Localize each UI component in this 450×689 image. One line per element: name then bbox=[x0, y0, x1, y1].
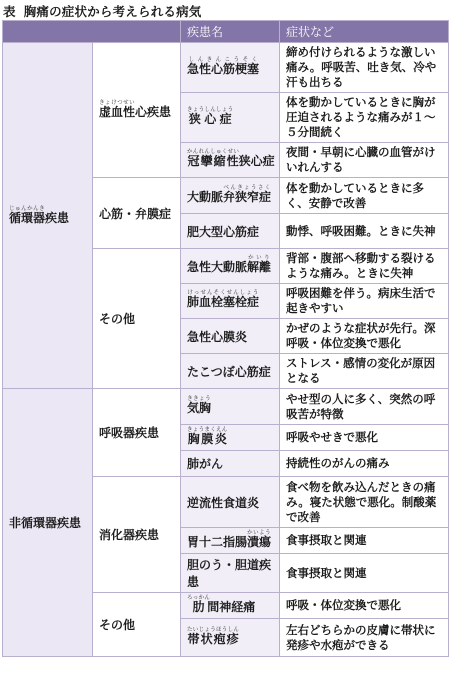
caption-label: 表 bbox=[3, 4, 16, 19]
disease-name-ruby bbox=[247, 255, 272, 274]
disease-name-cell bbox=[181, 554, 280, 593]
disease-name-ruby bbox=[187, 426, 228, 446]
symptom-cell: 夜間・早朝に心臓の血管がけいれんする bbox=[280, 143, 449, 178]
disease-name-suffix: 間神経痛 bbox=[207, 599, 256, 614]
disease-name-prefix: 急性大動脈 bbox=[187, 260, 248, 274]
disease-name-cell bbox=[181, 93, 280, 143]
disease-name-ruby-base: 弁狭窄症 bbox=[223, 189, 272, 204]
disease-name-ruby-base: 胸膜炎 bbox=[187, 431, 228, 446]
subcategory-cell bbox=[93, 43, 181, 178]
disease-name-cell bbox=[181, 214, 280, 249]
disease-name-ruby-reading: きょうしんしょう bbox=[187, 106, 234, 113]
chest-pain-disease-table bbox=[2, 20, 449, 657]
disease-name-prefix: 大動脈 bbox=[187, 189, 224, 204]
table-row bbox=[3, 43, 449, 93]
subcategory-cell bbox=[93, 389, 181, 477]
subcategory-label: 心疾患 bbox=[135, 105, 172, 119]
caption-text: 胸痛の症状から考えられる病気 bbox=[23, 4, 202, 19]
symptom-cell: かぜのような症状が先行。深呼吸・体位変換で悪化 bbox=[280, 319, 449, 354]
disease-name-ruby-reading: かんれんしゅくせい bbox=[187, 149, 240, 155]
disease-name-cell bbox=[181, 425, 280, 451]
disease-name-ruby-reading: かいよう bbox=[247, 529, 272, 536]
subcategory-ruby-reading: きょけつせい bbox=[99, 100, 136, 106]
symptom-cell: 食事摂取と関連 bbox=[280, 554, 449, 593]
disease-name-suffix: 胆のう・胆道疾患 bbox=[187, 558, 272, 589]
disease-name-prefix: 胃十二指腸 bbox=[187, 534, 248, 549]
symptom-cell: 呼吸やせきで悪化 bbox=[280, 425, 449, 451]
symptom-cell: 食事摂取と関連 bbox=[280, 528, 449, 554]
category-cell bbox=[3, 389, 93, 657]
disease-name-cell bbox=[181, 178, 280, 214]
disease-name-ruby-reading: きょうまくえん bbox=[187, 426, 228, 433]
symptom-cell: 動悸、呼吸困難。ときに失神 bbox=[280, 214, 449, 249]
disease-name-cell bbox=[181, 451, 280, 477]
disease-name-ruby-base: 帯状疱疹 bbox=[187, 631, 240, 646]
symptom-cell: 体を動かしているときに多く、安静で改善 bbox=[280, 178, 449, 214]
disease-name-ruby-base: 解離 bbox=[247, 260, 272, 274]
disease-name-ruby-reading: べんきょうさく bbox=[223, 184, 272, 191]
symptom-cell: 背部・腹部へ移動する裂けるような痛み。ときに失神 bbox=[280, 249, 449, 284]
disease-name-suffix: 肥大型心筋症 bbox=[187, 224, 260, 239]
disease-name-ruby-base: 肋 bbox=[187, 599, 211, 614]
symptom-cell: 左右どちらかの皮膚に帯状に発疹や水疱ができる bbox=[280, 619, 449, 657]
header-blank bbox=[3, 21, 181, 43]
subcategory-cell bbox=[93, 593, 181, 657]
disease-name-cell bbox=[181, 319, 280, 354]
symptom-cell: やせ型の人に多く、突然の呼吸苦が特徴 bbox=[280, 389, 449, 425]
subcategory-label: 呼吸器疾患 bbox=[99, 426, 160, 440]
disease-name-ruby bbox=[247, 529, 272, 549]
disease-name-ruby-reading: ろっかん bbox=[187, 594, 211, 601]
disease-name-cell bbox=[181, 249, 280, 284]
disease-name-ruby bbox=[187, 56, 260, 76]
disease-name-ruby-reading: けっせんそくせんしょう bbox=[187, 290, 259, 296]
header-disease: 疾患名 bbox=[181, 21, 280, 43]
disease-name-ruby-reading: かいり bbox=[247, 255, 272, 261]
disease-name-cell bbox=[181, 619, 280, 657]
subcategory-label: その他 bbox=[99, 618, 136, 632]
symptom-cell: ストレス・感情の変化が原因となる bbox=[280, 354, 449, 389]
category-label: 非循環器疾患 bbox=[9, 516, 82, 530]
table-header-row bbox=[3, 21, 449, 43]
disease-name-ruby bbox=[187, 594, 211, 614]
subcategory-ruby-base: 虚血性 bbox=[99, 105, 136, 119]
symptom-cell: 持続性のがんの痛み bbox=[280, 451, 449, 477]
symptom-cell: 食べ物を飲み込んだときの痛み。寝た状態で悪化。制酸薬で改善 bbox=[280, 477, 449, 528]
disease-name-suffix: 肺がん bbox=[187, 457, 224, 471]
symptom-cell: 締め付けられるような激しい痛み。呼吸苦、吐き気、冷や汗も出ちる bbox=[280, 43, 449, 93]
disease-name-suffix: 逆流性食道炎 bbox=[187, 495, 260, 510]
subcategory-cell bbox=[93, 249, 181, 389]
symptom-cell: 体を動かしているときに胸が圧迫されるような痛みが１～５分間続く bbox=[280, 93, 449, 143]
disease-name-ruby-reading: たいじょうほうしん bbox=[187, 626, 240, 633]
disease-name-cell bbox=[181, 354, 280, 389]
category-ruby-reading: じゅんかんき bbox=[9, 205, 46, 212]
disease-name-cell bbox=[181, 528, 280, 554]
category-cell bbox=[3, 43, 93, 389]
disease-name-ruby-reading: ききょう bbox=[187, 395, 211, 402]
subcategory-cell bbox=[93, 477, 181, 593]
header-symptom: 症状など bbox=[280, 21, 449, 43]
disease-name-cell bbox=[181, 389, 280, 425]
disease-name-suffix: 狭心症 bbox=[238, 154, 275, 168]
disease-name-ruby bbox=[187, 626, 240, 646]
disease-name-cell bbox=[181, 593, 280, 619]
subcategory-label: 心筋・弁膜症 bbox=[99, 206, 172, 221]
symptom-cell: 呼吸・体位変換で悪化 bbox=[280, 593, 449, 619]
disease-name-ruby-base: 狭心症 bbox=[187, 111, 234, 126]
subcategory-cell bbox=[93, 178, 181, 249]
category-ruby-base: 循環器 bbox=[9, 210, 46, 225]
disease-name-cell bbox=[181, 477, 280, 528]
disease-name-ruby bbox=[187, 395, 212, 415]
category-rest: 疾患 bbox=[45, 210, 70, 225]
disease-name-ruby-base: 急性心筋梗塞 bbox=[187, 61, 260, 76]
disease-name-ruby bbox=[223, 184, 272, 204]
disease-name-cell bbox=[181, 284, 280, 319]
disease-name-ruby-base: 潰瘍 bbox=[247, 534, 272, 549]
symptom-cell: 呼吸困難を伴う。病床生活で起きやすい bbox=[280, 284, 449, 319]
disease-name-ruby-base: 肺血栓塞栓症 bbox=[187, 295, 260, 309]
disease-name-ruby-base: 冠攣縮性 bbox=[187, 154, 240, 168]
disease-name-ruby bbox=[187, 149, 240, 168]
disease-name-suffix: 急性心膜炎 bbox=[187, 329, 248, 344]
table-caption bbox=[0, 0, 450, 20]
disease-name-ruby-base: 気胸 bbox=[187, 400, 212, 415]
disease-name-suffix: たこつぼ心筋症 bbox=[187, 364, 271, 379]
disease-name-ruby bbox=[187, 290, 260, 309]
disease-name-cell bbox=[181, 43, 280, 93]
disease-name-ruby-reading: しんきんこうそく bbox=[187, 56, 260, 63]
table-row bbox=[3, 389, 449, 425]
subcategory-ruby bbox=[99, 100, 136, 119]
subcategory-label: 消化器疾患 bbox=[99, 528, 160, 542]
category-ruby bbox=[9, 205, 46, 225]
disease-name-ruby bbox=[187, 106, 234, 126]
disease-name-cell bbox=[181, 143, 280, 178]
subcategory-label: その他 bbox=[99, 312, 136, 326]
